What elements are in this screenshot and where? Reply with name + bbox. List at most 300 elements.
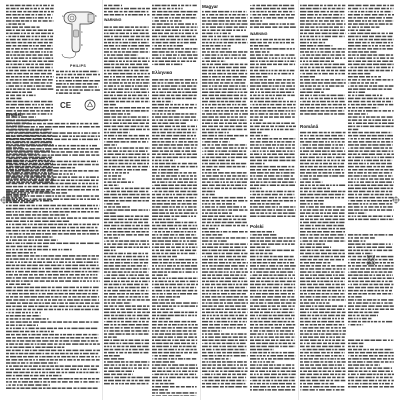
text-line-mark — [113, 150, 118, 152]
text-line-mark — [173, 262, 175, 264]
text-line-mark — [220, 119, 223, 121]
text-line-mark — [245, 64, 248, 66]
text-line-mark — [155, 287, 161, 289]
text-line-mark — [155, 281, 157, 283]
text-line-mark — [71, 176, 77, 178]
text-line-mark — [30, 148, 36, 150]
text-line-mark — [23, 73, 29, 75]
text-line-mark — [59, 302, 63, 304]
text-line-mark — [137, 126, 139, 128]
text-line-mark — [221, 293, 227, 295]
text-line-mark — [223, 247, 229, 249]
text-line-mark — [116, 92, 122, 94]
text-line-mark — [209, 240, 212, 242]
text-line-mark — [39, 359, 45, 361]
text-line-mark — [159, 119, 163, 121]
text-line-mark — [113, 26, 118, 28]
text-line-mark — [192, 129, 194, 131]
text-line-mark — [50, 221, 56, 223]
text-line-mark — [216, 98, 221, 100]
text-line-mark — [135, 216, 140, 218]
text-line-mark — [181, 48, 184, 50]
text-line-mark — [32, 340, 36, 342]
text-line-mark — [110, 219, 116, 221]
text-line-mark — [182, 33, 184, 35]
text-line-mark — [159, 17, 164, 19]
text-line-mark — [216, 185, 221, 187]
text-line-mark — [128, 67, 131, 69]
text-line-mark — [133, 296, 137, 298]
text-line-mark — [13, 101, 17, 103]
text-line-mark — [45, 302, 50, 304]
text-line-mark — [65, 261, 67, 263]
text-line-mark — [133, 318, 135, 320]
text-line-mark — [214, 88, 218, 90]
text-line-mark — [104, 318, 106, 320]
text-line-mark — [182, 203, 186, 205]
text-line-mark — [34, 82, 39, 84]
text-line-mark — [152, 8, 157, 10]
text-line-mark — [142, 166, 148, 168]
text-line-mark — [202, 129, 205, 131]
text-line-mark — [97, 161, 98, 163]
text-line-mark — [185, 231, 187, 233]
text-line-mark — [219, 262, 225, 264]
text-line-mark — [155, 160, 158, 162]
text-line-mark — [221, 61, 224, 63]
text-line-mark — [23, 239, 26, 241]
text-line-mark — [117, 119, 121, 121]
text-line-mark — [18, 45, 22, 47]
text-line-mark — [48, 11, 50, 13]
text-line-mark — [164, 265, 166, 267]
text-line-mark — [98, 71, 99, 73]
text-line-mark — [121, 346, 124, 348]
text-line-mark — [12, 198, 16, 200]
text-line-mark — [73, 205, 79, 207]
text-line-mark — [104, 330, 106, 332]
text-line-mark — [137, 318, 139, 320]
text-line-mark — [197, 302, 198, 304]
text-line-mark — [193, 48, 197, 50]
text-line-mark — [188, 57, 193, 59]
text-line-mark — [6, 334, 10, 336]
text-line-mark — [48, 255, 54, 257]
text-line-mark — [96, 135, 98, 137]
text-line-mark — [174, 197, 178, 199]
text-line-mark — [219, 138, 223, 140]
text-line-mark — [126, 76, 132, 78]
text-line-mark — [196, 51, 197, 53]
text-line-mark — [240, 98, 242, 100]
text-line-mark — [68, 224, 72, 226]
text-line-mark — [99, 381, 100, 383]
text-line-mark — [9, 343, 14, 345]
text-line-mark — [89, 132, 91, 134]
text-line-mark — [25, 328, 27, 330]
text-line-mark — [133, 200, 137, 202]
text-line-mark — [24, 142, 26, 144]
text-line-mark — [48, 299, 51, 301]
text-line-mark — [157, 197, 163, 199]
text-line-mark — [140, 219, 142, 221]
text-line-mark — [96, 359, 100, 361]
text-line-mark — [144, 216, 148, 218]
text-line-mark — [232, 216, 234, 218]
text-line-mark — [181, 386, 185, 388]
text-line-mark — [187, 377, 191, 379]
text-line-mark — [119, 364, 121, 366]
text-line-mark — [244, 154, 246, 156]
bullet-mark — [152, 355, 153, 356]
text-line-mark — [107, 243, 110, 245]
text-line-mark — [205, 98, 209, 100]
text-line-mark — [190, 17, 195, 19]
text-line-mark — [133, 309, 137, 311]
text-line-mark — [178, 104, 181, 106]
text-line-mark — [56, 261, 58, 263]
text-line-mark — [112, 178, 117, 180]
text-line-mark — [33, 324, 35, 326]
text-line-mark — [28, 154, 33, 156]
text-line-mark — [147, 240, 149, 242]
text-line-mark — [52, 249, 57, 251]
text-line-mark — [144, 39, 146, 41]
text-line-mark — [110, 228, 116, 230]
text-line-mark — [206, 166, 212, 168]
text-line-mark — [190, 281, 196, 283]
text-line-mark — [193, 188, 197, 190]
text-line-mark — [10, 64, 12, 66]
text-line-mark — [62, 347, 65, 349]
text-line-mark — [17, 362, 20, 364]
text-line-mark — [156, 361, 161, 363]
text-line-mark — [141, 299, 144, 301]
text-line-mark — [39, 64, 44, 66]
text-line-mark — [238, 92, 240, 94]
text-line-mark — [130, 8, 136, 10]
text-line-mark — [29, 290, 34, 292]
text-line-mark — [71, 145, 77, 147]
text-line-mark — [52, 70, 54, 72]
text-line-mark — [12, 249, 14, 251]
text-line-mark — [128, 343, 133, 345]
text-line-mark — [6, 359, 10, 361]
text-line-mark — [130, 240, 135, 242]
text-line-mark — [104, 132, 107, 134]
text-line-mark — [242, 36, 248, 38]
text-line-mark — [186, 237, 192, 239]
text-line-mark — [10, 107, 15, 109]
text-line-mark — [202, 45, 205, 47]
text-line-mark — [233, 256, 236, 257]
text-line-mark — [243, 290, 248, 292]
text-line-mark — [118, 135, 122, 137]
text-line-mark — [237, 14, 240, 16]
text-line-mark — [195, 222, 197, 224]
text-line-mark — [178, 305, 180, 307]
text-line-mark — [238, 20, 241, 22]
text-line-mark — [202, 271, 208, 273]
text-line-mark — [24, 293, 29, 295]
text-line-mark — [111, 144, 114, 146]
text-line-mark — [21, 284, 26, 286]
text-line-mark — [208, 73, 211, 75]
text-line-mark — [180, 166, 185, 168]
text-line-mark — [133, 79, 135, 81]
text-line-mark — [202, 185, 208, 187]
text-line-mark — [195, 30, 197, 32]
text-line-mark — [163, 346, 169, 348]
text-line-mark — [156, 346, 162, 348]
text-line-mark — [158, 299, 160, 301]
text-line-mark — [165, 104, 169, 106]
text-line-mark — [32, 57, 37, 59]
text-line-mark — [176, 14, 181, 16]
text-line-mark — [17, 387, 20, 389]
text-line-mark — [26, 129, 29, 131]
text-line-mark — [89, 372, 94, 374]
text-line-mark — [195, 33, 198, 35]
text-line-mark — [32, 312, 34, 314]
text-line-mark — [171, 64, 173, 66]
text-line-mark — [128, 92, 130, 94]
text-line-mark — [107, 141, 113, 143]
text-line-mark — [244, 253, 247, 255]
text-line-mark — [128, 352, 132, 354]
text-line-mark — [40, 88, 46, 90]
text-line-mark — [109, 265, 114, 267]
text-line-mark — [221, 39, 223, 41]
text-line-mark — [230, 271, 232, 273]
text-line-mark — [212, 169, 215, 171]
text-line-mark — [82, 217, 87, 219]
text-line-mark — [142, 30, 145, 32]
text-line-mark — [90, 123, 92, 125]
text-line-mark — [104, 172, 108, 174]
text-line-mark — [191, 126, 195, 128]
text-line-mark — [70, 208, 72, 210]
text-line-mark — [212, 222, 214, 224]
text-line-mark — [226, 163, 229, 165]
text-line-mark — [241, 23, 247, 25]
text-line-mark — [145, 380, 150, 382]
text-line-mark — [160, 138, 164, 140]
text-line-mark — [104, 278, 110, 280]
text-line-mark — [123, 284, 126, 286]
text-line-mark — [6, 255, 11, 257]
text-line-mark — [92, 359, 95, 361]
text-line-mark — [167, 92, 171, 94]
text-line-mark — [208, 20, 211, 22]
text-line-mark — [38, 154, 40, 156]
text-line-mark — [49, 211, 51, 213]
text-line-mark — [156, 178, 162, 180]
text-line-mark — [161, 36, 167, 38]
text-line-mark — [217, 129, 220, 131]
text-line-mark — [111, 383, 114, 385]
text-line-mark — [56, 74, 60, 76]
text-line-mark — [34, 217, 36, 219]
text-line-mark — [80, 77, 84, 79]
text-line-mark — [55, 154, 61, 156]
text-line-mark — [127, 191, 133, 193]
text-line-mark — [66, 214, 68, 216]
text-line-mark — [6, 277, 12, 279]
text-line-mark — [207, 144, 210, 146]
text-line-mark — [231, 57, 233, 59]
text-line-mark — [121, 265, 126, 267]
text-line-mark — [52, 233, 56, 235]
text-line-mark — [9, 205, 12, 207]
text-line-mark — [111, 98, 117, 100]
hair-dryer-illustration — [58, 8, 98, 60]
text-line-mark — [104, 95, 109, 97]
text-line-mark — [233, 76, 239, 78]
text-line-mark — [128, 14, 131, 16]
text-line-mark — [131, 281, 134, 283]
text-line-mark — [188, 243, 194, 245]
text-line-mark — [104, 216, 109, 218]
text-line-mark — [178, 23, 184, 25]
text-line-mark — [137, 312, 141, 314]
text-line-mark — [36, 359, 38, 361]
text-line-mark — [176, 352, 179, 354]
text-line-mark — [225, 243, 228, 245]
text-line-mark — [240, 64, 243, 66]
text-line-mark — [126, 256, 132, 257]
text-line-mark — [148, 330, 149, 332]
text-line-mark — [181, 185, 187, 187]
text-line-mark — [9, 85, 15, 87]
text-line-mark — [193, 14, 196, 16]
text-line-mark — [143, 219, 149, 221]
text-line-mark — [6, 208, 12, 210]
text-line-mark — [184, 144, 189, 146]
text-line-mark — [64, 328, 66, 330]
text-line-mark — [195, 290, 198, 292]
text-line-mark — [55, 340, 58, 342]
text-line-mark — [111, 64, 114, 66]
text-line-mark — [12, 23, 17, 25]
text-line-mark — [181, 262, 186, 264]
text-line-mark — [6, 67, 8, 69]
text-line-mark — [16, 198, 18, 200]
text-line-mark — [231, 116, 234, 118]
text-line-mark — [140, 247, 143, 249]
text-line-mark — [180, 281, 185, 283]
text-line-mark — [13, 328, 15, 330]
text-line-mark — [33, 45, 35, 47]
text-line-mark — [165, 243, 171, 245]
text-line-mark — [169, 383, 174, 385]
text-line-mark — [235, 222, 241, 224]
text-line-mark — [226, 76, 231, 78]
text-line-mark — [227, 104, 231, 106]
text-line-mark — [173, 57, 176, 59]
text-line-mark — [130, 64, 135, 66]
text-line-mark — [244, 107, 248, 109]
text-line-mark — [21, 30, 24, 32]
text-line-mark — [209, 228, 215, 230]
text-line-mark — [9, 381, 12, 383]
text-line-mark — [62, 230, 66, 232]
text-line-mark — [166, 290, 170, 292]
text-line-mark — [12, 350, 15, 352]
text-line-mark — [152, 318, 155, 320]
text-line-mark — [41, 189, 45, 191]
text-line-mark — [184, 358, 186, 360]
text-line-mark — [15, 343, 18, 345]
text-line-mark — [87, 205, 92, 207]
text-line-mark — [83, 80, 88, 82]
text-line-mark — [195, 287, 196, 289]
text-line-mark — [233, 225, 236, 227]
text-line-mark — [146, 278, 150, 280]
text-line-mark — [218, 172, 224, 174]
text-line-mark — [181, 352, 184, 354]
text-line-mark — [240, 178, 243, 180]
text-line-mark — [164, 203, 170, 205]
text-line-mark — [234, 253, 240, 255]
text-line-mark — [242, 101, 245, 103]
text-line-mark — [236, 178, 239, 180]
text-line-mark — [64, 378, 70, 380]
text-line-mark — [218, 240, 220, 242]
text-line-mark — [137, 265, 142, 267]
text-line-mark — [31, 14, 34, 16]
text-line-mark — [115, 349, 121, 351]
text-line-mark — [62, 309, 64, 311]
text-line-mark — [35, 290, 39, 292]
text-line-mark — [30, 176, 34, 178]
text-line-mark — [15, 271, 17, 273]
text-line-mark — [125, 219, 127, 221]
text-line-mark — [15, 151, 17, 153]
text-line-mark — [169, 188, 174, 190]
text-line-mark — [155, 110, 157, 112]
text-line-mark — [140, 33, 145, 35]
text-line-mark — [87, 211, 90, 213]
text-line-mark — [233, 271, 235, 273]
text-line-mark — [54, 214, 59, 216]
text-line-mark — [12, 20, 14, 22]
text-line-mark — [33, 186, 39, 188]
text-line-mark — [243, 284, 247, 286]
text-line-mark — [16, 139, 19, 141]
text-line-mark — [145, 253, 148, 255]
text-line-mark — [133, 98, 136, 100]
text-line-mark — [16, 265, 19, 267]
bullet-mark — [6, 233, 7, 234]
text-line-mark — [157, 11, 162, 13]
text-line-mark — [108, 336, 112, 338]
text-line-mark — [202, 95, 207, 97]
text-line-mark — [157, 132, 159, 134]
text-line-mark — [114, 11, 118, 13]
text-line-mark — [235, 274, 239, 276]
text-line-mark — [156, 42, 162, 44]
text-line-mark — [58, 350, 62, 352]
text-line-mark — [15, 20, 20, 22]
text-line-mark — [145, 147, 149, 149]
text-line-mark — [55, 255, 61, 257]
text-line-mark — [39, 356, 41, 358]
text-line-mark — [165, 160, 168, 162]
text-line-mark — [60, 214, 65, 216]
text-line-mark — [21, 20, 25, 22]
text-line-mark — [123, 343, 128, 345]
